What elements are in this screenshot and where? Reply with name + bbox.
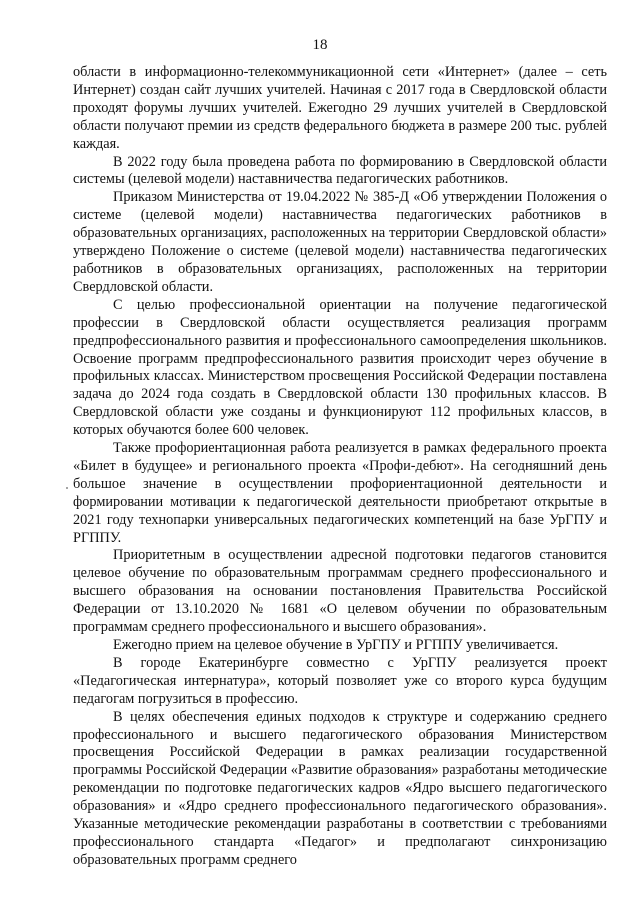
- paragraph-5: Также профориентационная работа реализуется в рамках федерального проекта «Билет в будущее» и регионального проекта «Профи-дебют». На сегодняшний день большое значение в осуществлении профориентационной деятельности и формировании мотивации к педагогической деятельности приобретают открытые в 2021 году технопарки универсальных педагогических компетенций на базе УрГПУ и РГППУ.: [73, 440, 607, 546]
- paragraph-2: В 2022 году была проведена работа по формированию в Свердловской области системы (целевой модели) наставничества педагогических работников.: [73, 153, 607, 188]
- page-number: 18: [312, 37, 328, 53]
- paragraph-6: Приоритетным в осуществлении адресной подготовки педагогов становится целевое обучение по образовательным программам среднего профессионального и высшего образования на основании постановления Правительства Российской Федерации от 13.10.2020 № 1681 «О целевом обучении по образовательным программам среднего профессионального и высшего образования».: [73, 547, 607, 636]
- scan-artifact-dot: [66, 487, 68, 489]
- paragraph-1: области в информационно-телекоммуникационной сети «Интернет» (далее – сеть Интернет) создан сайт лучших учителей. Начиная с 2017 года в Свердловской области проходят форумы лучших учителей. Ежегодно 29 лучших учителей в Свердловской области получают премии из средств федерального бюджета в размере 200 тыс. рублей каждая.: [73, 64, 607, 152]
- document-body: [73, 64, 607, 870]
- paragraph-7: Ежегодно прием на целевое обучение в УрГПУ и РГППУ увеличивается.: [113, 637, 559, 653]
- paragraph-3: Приказом Министерства от 19.04.2022 № 385-Д «Об утверждении Положения о системе (целевой модели) наставничества педагогических работников в образовательных организациях, расположенных на территории Свердловской области» утверждено Положение о системе (целевой модели) наставничества педагогических работников в образовательных организациях, расположенных на территории Свердловской области.: [73, 189, 607, 295]
- paragraph-9: В целях обеспечения единых подходов к структуре и содержанию среднего профессионального и высшего педагогического образования Министерством просвещения Российской Федерации в рамках реализации государственной программы Российской Федерации «Развитие образования» разработаны методические рекомендации по подготовке педагогических кадров «Ядро высшего педагогического образования» и «Ядро среднего профессионального педагогического образования». Указанные методические рекомендации разработаны в соответствии с требованиями профессионального стандарта «Педагог» и предполагают синхронизацию образовательных программ среднего: [73, 708, 607, 868]
- paragraph-4: С целью профессиональной ориентации на получение педагогической профессии в Свердловской области осуществляется реализация программ предпрофессионального развития и профессионального самоопределения школьников. Освоение программ предпрофессионального развития происходит через обучение в профильных классах. Министерством просвещения Российской Федерации поставлена задача до 2024 года создать в Свердловской области 130 профильных классов. В Свердловской области уже созданы и функционируют 112 профильных классов, в которых обучаются более 600 человек.: [73, 296, 607, 439]
- paragraph-8: В городе Екатеринбурге совместно с УрГПУ реализуется проект «Педагогическая интернатура», который позволяет уже со второго курса будущим педагогам погрузиться в профессию.: [73, 654, 607, 707]
